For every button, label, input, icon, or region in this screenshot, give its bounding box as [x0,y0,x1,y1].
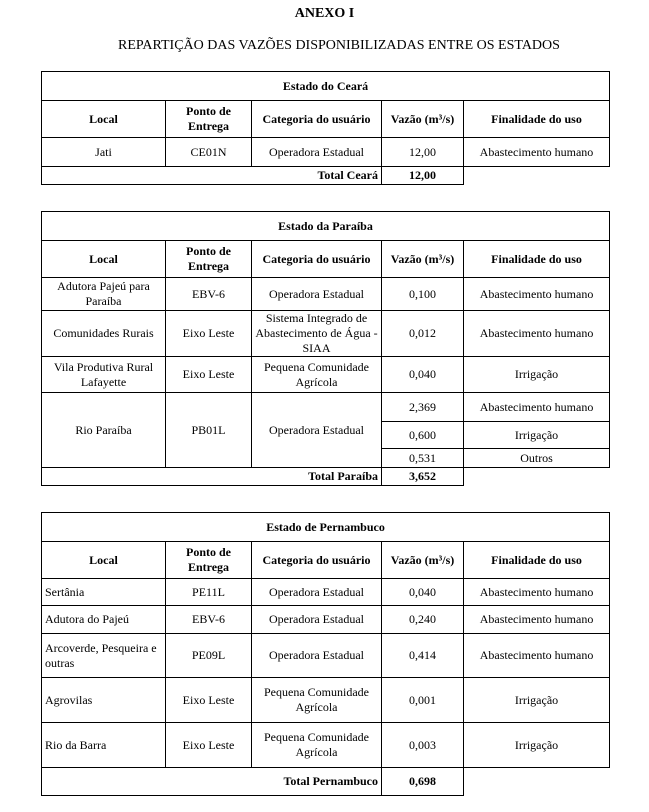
cell-finalidade: Abastecimento humano [464,579,610,606]
cell-vazao: 0,040 [382,357,464,393]
header-categoria: Categoria do usuário [252,101,382,138]
cell-finalidade: Abastecimento humano [464,278,610,311]
cell-ponto: Eixo Leste [166,357,252,393]
cell-ponto: Eixo Leste [166,678,252,723]
cell-ponto: PB01L [166,393,252,468]
table-row [42,278,610,311]
total-row [42,768,610,796]
cell-categoria: Operadora Estadual [252,606,382,634]
cell-finalidade: Outros [464,449,610,468]
total-row [42,167,610,185]
paraiba-title: Estado da Paraíba [42,212,610,241]
cell-categoria: Operadora Estadual [252,393,382,468]
cell-finalidade: Irrigação [464,678,610,723]
cell-finalidade: Abastecimento humano [464,606,610,634]
header-local: Local [42,241,166,278]
ceara-table [41,71,610,185]
cell-ponto: Eixo Leste [166,311,252,357]
table-row [42,606,610,634]
ceara-title: Estado do Ceará [42,72,610,101]
cell-vazao: 0,001 [382,678,464,723]
cell-local: Adutora do Pajeú [42,606,166,634]
cell-ponto: EBV-6 [166,278,252,311]
cell-categoria: Operadora Estadual [252,138,382,167]
table-row [42,393,610,422]
cell-categoria: Operadora Estadual [252,278,382,311]
pernambuco-table [41,512,610,796]
cell-local: Sertânia [42,579,166,606]
total-row [42,468,610,486]
cell-vazao: 0,240 [382,606,464,634]
pernambuco-total-value: 0,698 [382,768,464,796]
cell-vazao: 0,531 [382,449,464,468]
cell-finalidade: Irrigação [464,357,610,393]
cell-categoria: Pequena Comunidade Agrícola [252,678,382,723]
cell-categoria: Operadora Estadual [252,579,382,606]
header-local: Local [42,101,166,138]
cell-local: Arcoverde, Pesqueira e outras [42,634,166,678]
table-row [42,311,610,357]
header-finalidade: Finalidade do uso [464,101,610,138]
cell-local: Adutora Pajeú para Paraíba [42,278,166,311]
pernambuco-title: Estado de Pernambuco [42,513,610,542]
header-vazao: Vazão (m³/s) [382,101,464,138]
cell-vazao: 0,100 [382,278,464,311]
cell-ponto: PE11L [166,579,252,606]
table-row [42,138,610,167]
cell-local: Agrovilas [42,678,166,723]
document-subtitle: REPARTIÇÃO DAS VAZÕES DISPONIBILIZADAS ENTRE OS ESTADOS [118,38,560,53]
cell-vazao: 0,040 [382,579,464,606]
cell-ponto: Eixo Leste [166,723,252,768]
cell-categoria: Pequena Comunidade Agrícola [252,357,382,393]
cell-finalidade: Irrigação [464,422,610,449]
cell-local: Comunidades Rurais [42,311,166,357]
header-categoria: Categoria do usuário [252,542,382,579]
cell-categoria: Pequena Comunidade Agrícola [252,723,382,768]
header-vazao: Vazão (m³/s) [382,241,464,278]
ceara-total-value: 12,00 [382,167,464,185]
table-row [42,357,610,393]
cell-vazao: 0,600 [382,422,464,449]
cell-finalidade: Abastecimento humano [464,393,610,422]
table-row [42,723,610,768]
cell-local: Rio Paraíba [42,393,166,468]
cell-vazao: 0,003 [382,723,464,768]
header-finalidade: Finalidade do uso [464,542,610,579]
header-categoria: Categoria do usuário [252,241,382,278]
header-ponto: Ponto de Entrega [166,101,252,138]
header-ponto: Ponto de Entrega [166,542,252,579]
cell-finalidade: Abastecimento humano [464,311,610,357]
cell-finalidade: Abastecimento humano [464,634,610,678]
table-row [42,634,610,678]
ceara-total-label: Total Ceará [42,167,382,185]
cell-finalidade: Abastecimento humano [464,138,610,167]
cell-vazao: 0,012 [382,311,464,357]
cell-local: Jati [42,138,166,167]
cell-finalidade: Irrigação [464,723,610,768]
header-local: Local [42,542,166,579]
header-vazao: Vazão (m³/s) [382,542,464,579]
table-row [42,678,610,723]
cell-ponto: PE09L [166,634,252,678]
cell-categoria: Sistema Integrado de Abastecimento de Água - SIAA [252,311,382,357]
cell-vazao: 2,369 [382,393,464,422]
cell-local: Rio da Barra [42,723,166,768]
cell-vazao: 0,414 [382,634,464,678]
header-ponto: Ponto de Entrega [166,241,252,278]
cell-categoria: Operadora Estadual [252,634,382,678]
paraiba-table [41,211,610,486]
cell-ponto: CE01N [166,138,252,167]
paraiba-total-value: 3,652 [382,468,464,486]
header-finalidade: Finalidade do uso [464,241,610,278]
pernambuco-total-label: Total Pernambuco [42,768,382,796]
cell-local: Vila Produtiva Rural Lafayette [42,357,166,393]
annex-title: ANEXO I [294,6,355,21]
cell-vazao: 12,00 [382,138,464,167]
table-row [42,579,610,606]
paraiba-total-label: Total Paraíba [42,468,382,486]
cell-ponto: EBV-6 [166,606,252,634]
